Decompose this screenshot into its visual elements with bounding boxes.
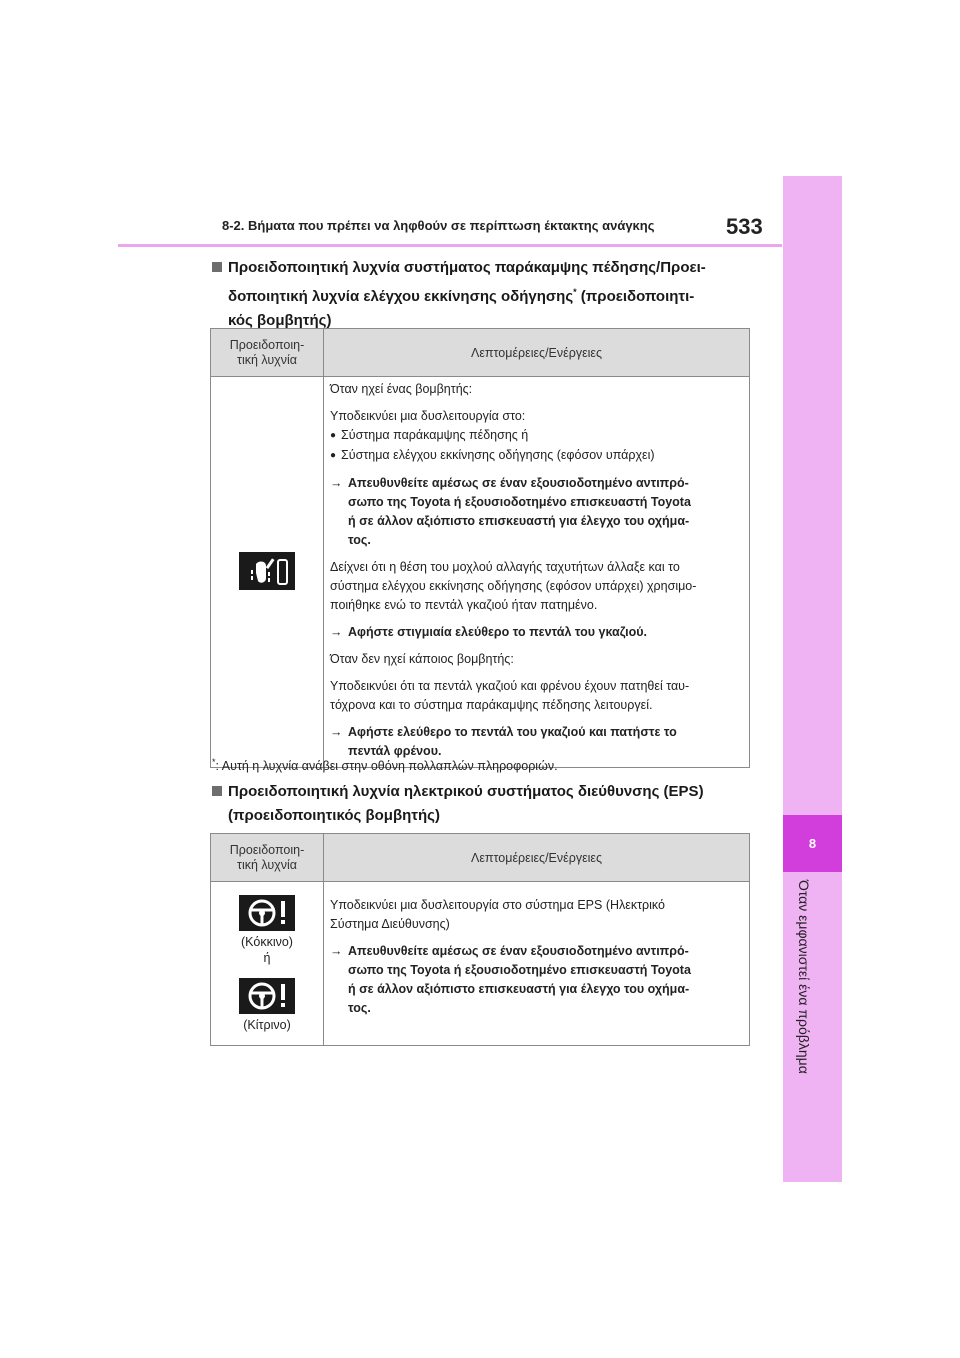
action-contact-dealer: → Απευθυνθείτε αμέσως σε έναν εξουσιοδοτημένο αντιπρό- σωπο της Toyota ή εξουσιοδοτημένο επισκευαστή Toyota ή σε άλλον αξιόπιστο επισκευαστή για έλεγχο του οχήμα- τος. [330,476,691,547]
arrow-icon: → [330,725,343,739]
list-item: ● Σύστημα παράκαμψης πέδησης ή [330,426,743,446]
warning-light-cell [211,377,324,768]
header-details-actions: Λεπτομέρειες/Ενέργειες [324,834,750,882]
header-warning-light: Προειδοποιη- τική λυχνία [211,834,324,882]
arrow-icon: → [330,625,343,639]
page-number: 533 [726,214,763,239]
brake-override-warning-table [210,328,750,768]
header-details-actions: Λεπτομέρειες/Ενέργειες [324,329,750,377]
or-label: ή [263,950,271,965]
red-color-label: (Κόκκινο) [241,934,293,949]
footnote: *: Αυτή η λυχνία ανάβει στην οθόνη πολλαπλών πληροφοριών. [212,757,558,774]
section-heading-brake-override: Προειδοποιητική λυχνία συστήματος παράκαμψης πέδησης/Προει- δοποιητική λυχνία ελέγχου εκκίνησης οδήγησης* (προειδοποιητι- κός βομβητής) [212,256,772,333]
header-warning-light: Προειδοποιη- τική λυχνία [211,329,324,377]
steering-wheel-warning-icon [239,978,295,1014]
header-rule [118,244,782,247]
table-row [211,882,750,1046]
action-contact-dealer: → Απευθυνθείτε αμέσως σε έναν εξουσιοδοτημένο αντιπρό- σωπο της Toyota ή εξουσιοδοτημένο επισκευαστή Toyota ή σε άλλον αξιόπιστο επισκευαστή για έλεγχο του οχήμα- τος. [330,944,691,1015]
action-press-brake: → Αφήστε ελεύθερο το πεντάλ του γκαζιού και πατήστε το πεντάλ φρένου. [330,725,677,758]
warning-light-cell [211,882,324,1046]
arrow-icon: → [330,476,343,490]
chapter-number-box: 8 [783,815,842,872]
table-header-row [211,834,750,882]
chapter-title-vertical: Όταν εμφανιστεί ένα πρόβλημα [796,880,812,1074]
yellow-color-label: (Κίτρινο) [243,1017,291,1032]
section-heading-eps: Προειδοποιητική λυχνία ηλεκτρικού συστήματος διεύθυνσης (EPS) (προειδοποιητικός βομβητής) [212,780,772,828]
header-title: 8-2. Βήματα που πρέπει να ληφθούν σε περίπτωση έκτακτης ανάγκης [222,218,655,233]
table-header-row [211,329,750,377]
action-release-accelerator: → Αφήστε στιγμιαία ελεύθερο το πεντάλ του γκαζιού. [330,623,743,642]
eps-warning-table [210,833,750,1046]
arrow-icon: → [330,944,343,958]
heading-square-icon [212,262,222,272]
steering-wheel-warning-icon [239,895,295,931]
brake-override-foot-icon [239,552,295,590]
details-cell: Υποδεικνύει μια δυσλειτουργία στο σύστημα EPS (Ηλεκτρικό Σύστημα Διεύθυνσης) → Απευθυνθείτε αμέσως σε έναν εξουσιοδοτημένο αντιπρό- σωπο της Toyota ή εξουσιοδοτημένο επισκευαστή Toyota ή σε άλλον αξιόπιστο επισκευαστή για έλεγχο του οχήμα- τος. [324,882,750,1046]
table-row [211,377,750,768]
list-item: ● Σύστημα ελέγχου εκκίνησης οδήγησης (εφόσον υπάρχει) [330,446,743,466]
heading-square-icon [212,786,222,796]
chapter-side-tab [783,176,842,1182]
details-cell: Όταν ηχεί ένας βομβητής: Υποδεικνύει μια δυσλειτουργία στο: ● Σύστημα παράκαμψης πέδησης ή ● Σύστημα ελέγχου εκκίνησης οδήγησης (εφόσον υπάρχει) → Απευθυνθείτε αμέσως σε έναν εξουσιοδοτημένο αντιπρό- σωπο της Toyota ή εξουσιοδοτημένο επισκευαστή Toyota ή σε άλλον αξιόπιστο επισκευαστή για έλεγχο του οχήμα- τος. Δείχνει ότι η θέση του μοχλού αλλαγής ταχυτήτων άλλαξε και το σύστημα ελέγχου εκκίνησης οδήγησης (εφόσον υπάρχει) χρησιμο- ποιήθηκε ενώ το πεντάλ γκαζιού ήταν πατημένο. → Αφήστε στιγμιαία ελεύθερο το πεντάλ του γκαζιού. Όταν δεν ηχεί κάποιος βομβητής: Υποδεικνύει ότι τα πεντάλ γκαζιού και φρένου έχουν πατηθεί ταυ- τόχρονα και το σύστημα παράκαμψης πέδησης λειτουργεί. → Αφήστε ελεύθερο το πεντάλ του γκαζιού και πατήστε το πεντάλ φρένου. [324,377,750,768]
